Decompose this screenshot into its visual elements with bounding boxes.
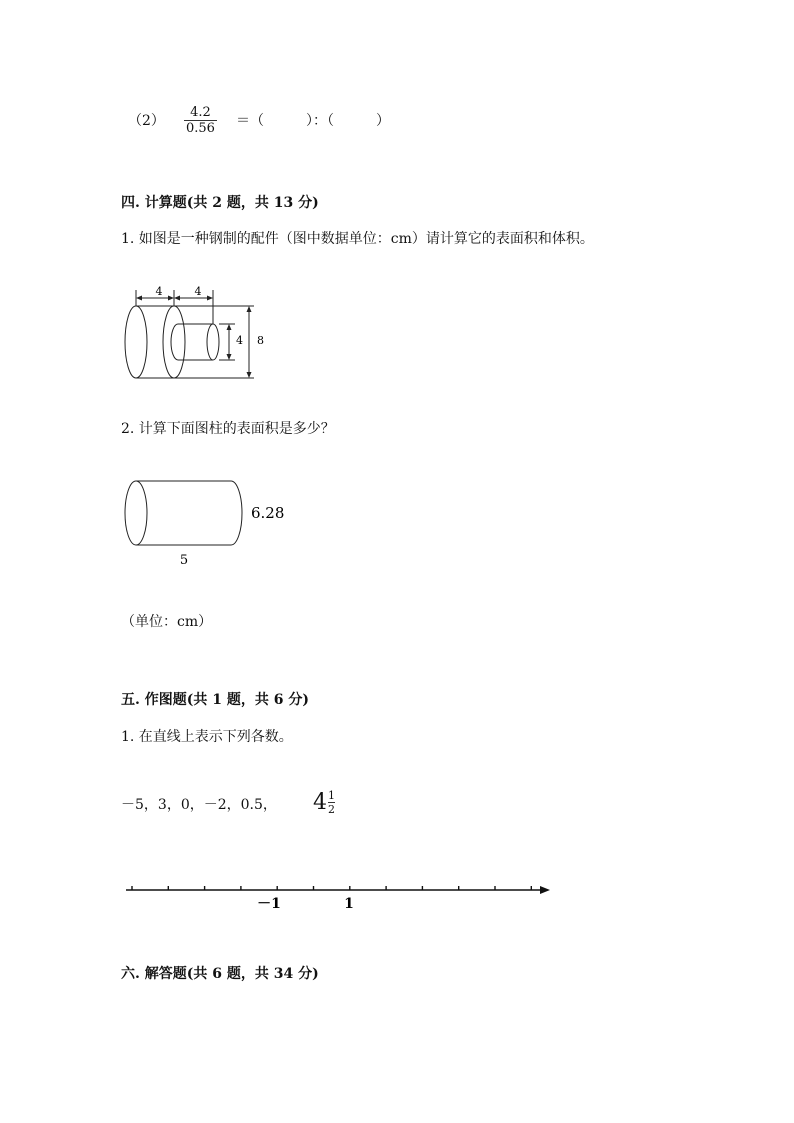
section-heading-drawing: 五. 作图题(共 1 题，共 6 分) xyxy=(121,692,309,708)
question-text-cylinder-surface: 2. 计算下面图柱的表面积是多少？ xyxy=(121,421,335,437)
problem-index: （2） xyxy=(128,113,165,129)
mixed-denominator: 2 xyxy=(328,802,335,816)
unit-note: （单位：cm） xyxy=(121,614,213,630)
section-heading-solutions: 六. 解答题(共 6 题，共 34 分) xyxy=(121,966,319,982)
length-label: 5 xyxy=(179,553,189,568)
fraction-4-2-over-0-56 xyxy=(184,106,217,135)
section-heading-calculation: 四. 计算题(共 2 题，共 13 分) xyxy=(121,195,319,211)
mixed-number-4-1-2 xyxy=(313,790,335,815)
question-text-number-line: 1. 在直线上表示下列各数。 xyxy=(121,729,293,745)
number-line xyxy=(118,876,558,916)
question-text-steel-part: 1. 如图是一种钢制的配件（图中数据单位：cm）请计算它的表面积和体积。 xyxy=(121,231,594,247)
steel-part-diagram xyxy=(118,282,278,386)
mixed-fraction xyxy=(328,790,335,815)
circumference-label: 6.28 xyxy=(251,504,285,522)
numbers-list: －5，3，0，－2，0.5， xyxy=(121,797,277,813)
dim-left-label: 4 xyxy=(155,285,163,298)
tick-label-neg-one: －1 xyxy=(257,896,281,912)
tick-label-one: 1 xyxy=(344,896,354,912)
dim-right-label: 4 xyxy=(194,285,202,298)
cylinder-diagram xyxy=(118,476,298,570)
fraction-denominator: 0.56 xyxy=(186,120,215,136)
inner-diameter-label: 4 xyxy=(236,334,243,347)
mixed-whole: 4 xyxy=(313,790,327,816)
outer-diameter-label: 8 xyxy=(257,334,264,347)
ratio-blanks: ＝（ ）：（ ） xyxy=(236,113,390,129)
mixed-numerator: 1 xyxy=(328,789,335,802)
fraction-numerator: 4.2 xyxy=(190,105,211,120)
